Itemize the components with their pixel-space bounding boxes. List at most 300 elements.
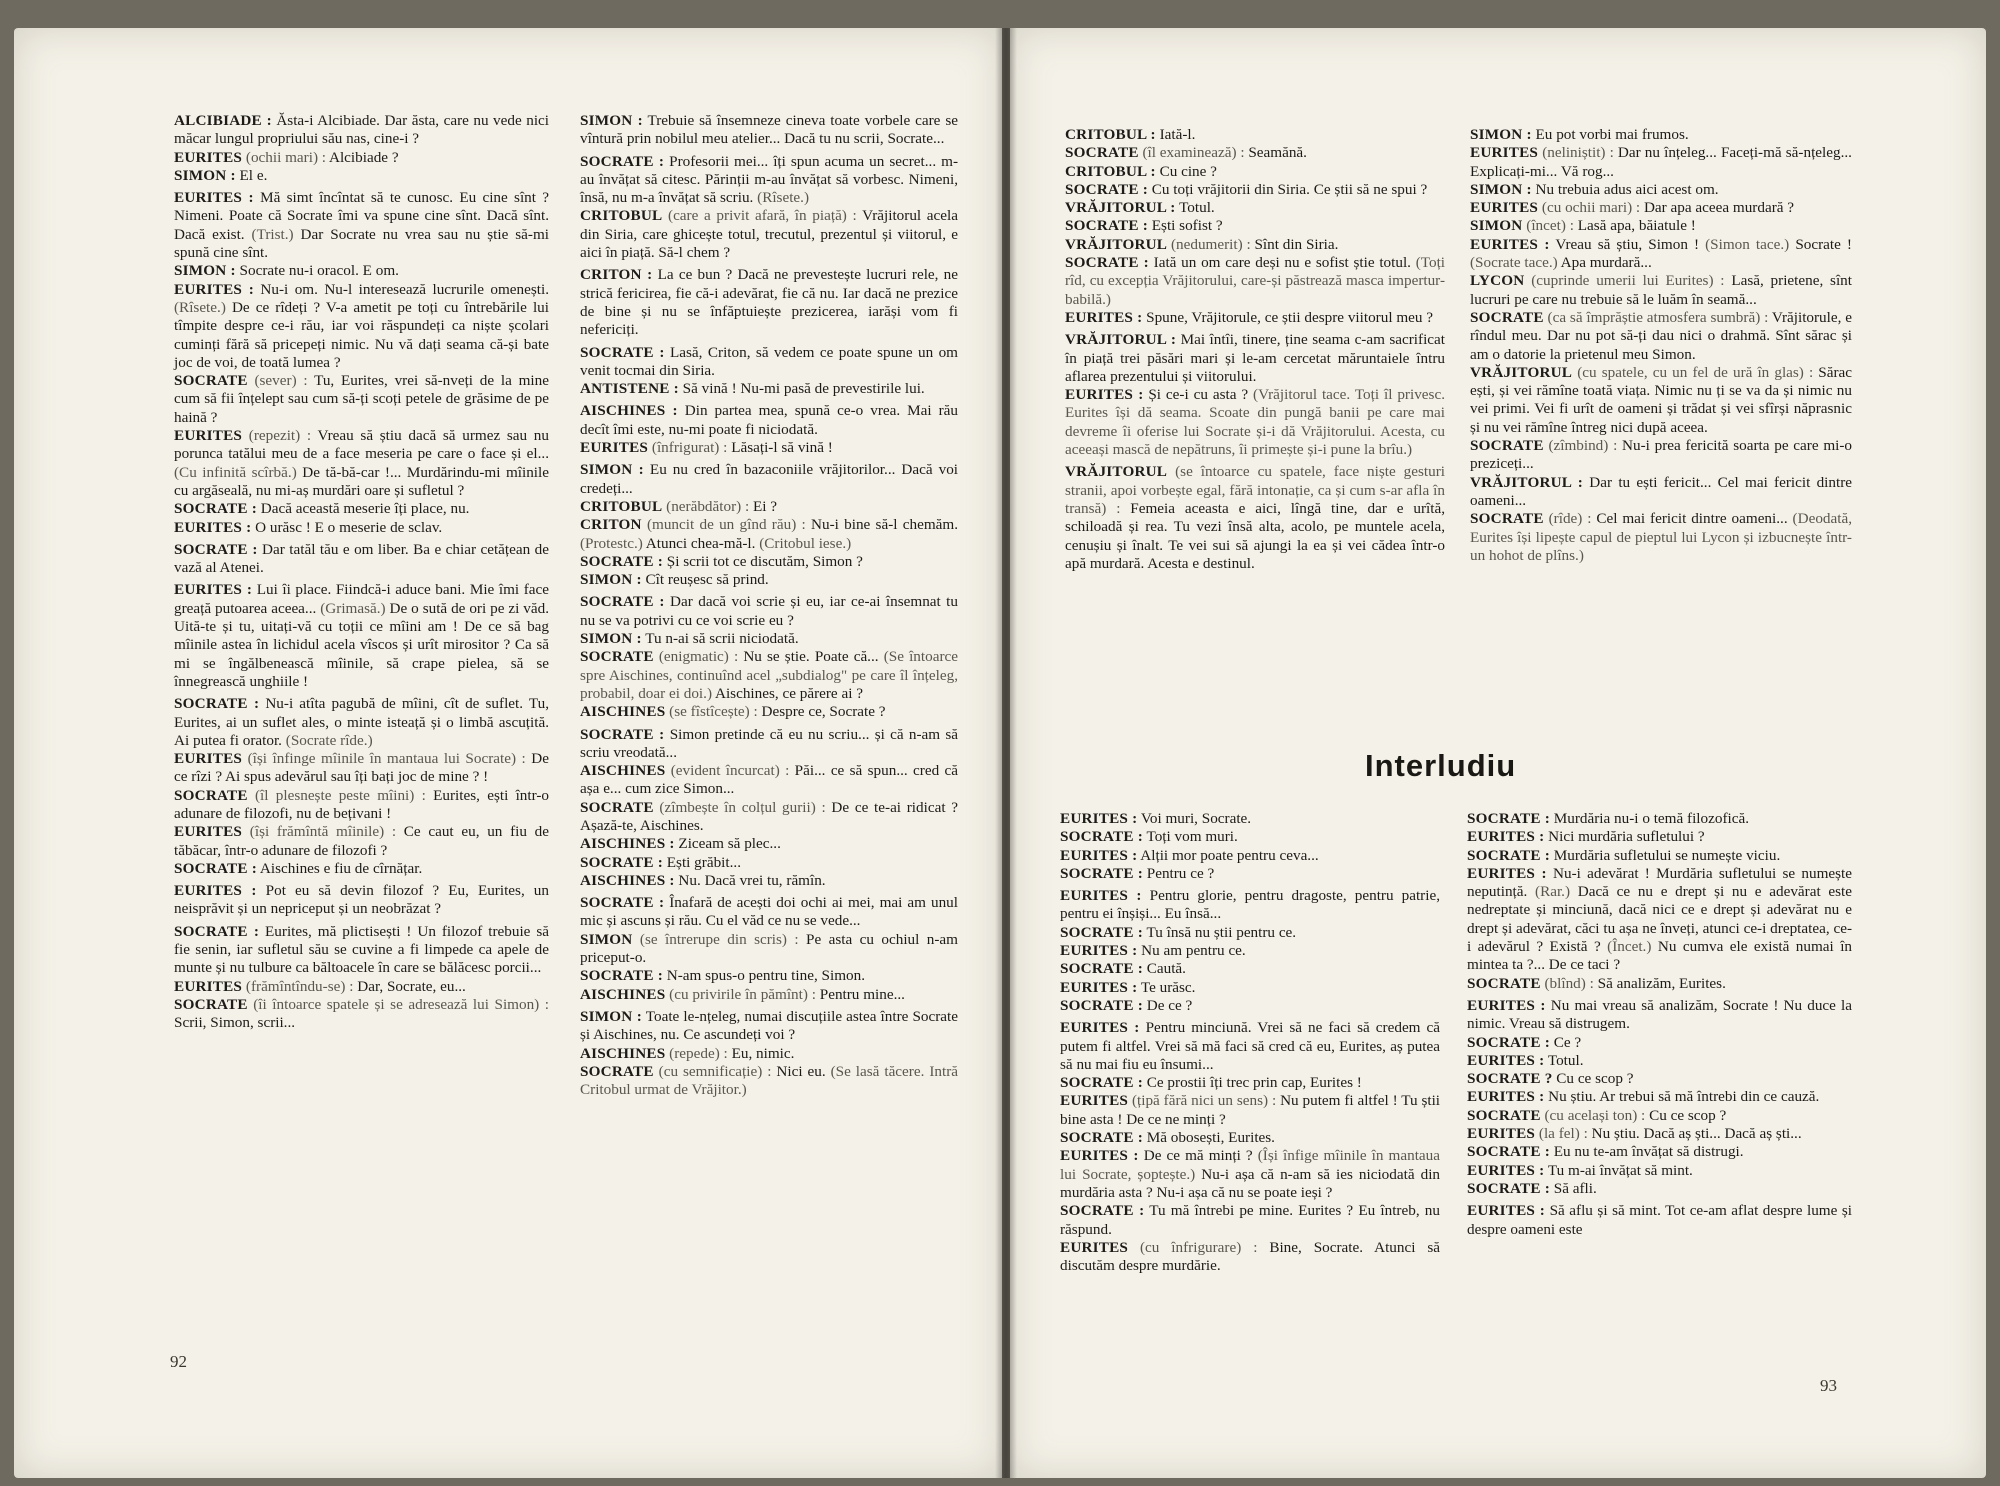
speaker-name: EURITES : — [1467, 996, 1546, 1014]
speaker-name: SOCRATE : — [580, 967, 663, 985]
stage-direction: (cu același ton) : — [1540, 1106, 1646, 1124]
speaker-name: SOCRATE : — [580, 552, 663, 570]
speech-text: Ei ? — [749, 497, 778, 515]
speaker-name: CRITOBUL : — [1065, 162, 1156, 180]
speech-text: Vrăjitorule, e rîndul meu. Dar nu pot să-ți dau nici o drahmă. Sînt sărac și am o datorie la prietenul meu Simon. — [1470, 308, 1852, 363]
speaker-name: EURITES : — [1467, 1202, 1546, 1220]
stage-direction: (muncit de un gînd rău) : — [641, 516, 806, 534]
speaker-name: AISCHINES : — [580, 835, 675, 853]
dialogue-line — [1065, 331, 1445, 386]
speech-text: Alții mor poate pentru ceva... — [1137, 846, 1319, 864]
speech-text: Apa murdară... — [1557, 254, 1652, 272]
speech-text: Despre ce, Socrate ? — [757, 703, 886, 721]
stage-direction: (Toți rîd, cu excepția Vrăjitorului, care-și păstrează masca impertur-babilă.) — [1065, 254, 1446, 308]
dialogue-line — [1065, 236, 1445, 254]
speech-text: La ce bun ? Dacă ne prevestește lucruri rele, ne strică fericirea, fie că-i adevărat, fie că nu. Iar dacă ne prezice de bine și nu se înfăptuiește prezicerea, iarăși vom fi nefericiți. — [580, 266, 959, 339]
dialogue-line — [1470, 510, 1852, 565]
speech-text: N-am spus-o pentru tine, Simon. — [662, 967, 866, 985]
dialogue-line — [1065, 386, 1445, 459]
speaker-name: SOCRATE : — [1060, 1202, 1145, 1220]
speaker-name: AISCHINES — [580, 762, 666, 780]
speech-text: Lasă apa, băiatule ! — [1573, 217, 1696, 235]
speech-text: Lăsați-l să vină ! — [727, 439, 833, 457]
dialogue-line — [1470, 474, 1852, 511]
dialogue-line — [1467, 1107, 1852, 1125]
dialogue-line — [580, 799, 958, 836]
speech-text: Dar nu înțeleg... Faceți-mă să-nțeleg... Explicați-mi... Vă rog... — [1470, 144, 1852, 180]
speech-text: De ce mă minți ? — [1138, 1147, 1253, 1165]
dialogue-line — [1065, 254, 1445, 309]
dialogue-line — [580, 894, 958, 931]
speaker-name: EURITES — [1470, 199, 1539, 217]
dialogue-line — [1467, 1143, 1852, 1161]
speaker-name: SOCRATE — [580, 798, 654, 816]
speaker-name: AISCHINES : — [580, 402, 678, 420]
book-gutter — [995, 28, 1017, 1478]
speech-text: Pentru glorie, pentru dragoste, pentru patrie, pentru ei înșiși... Eu însă... — [1060, 887, 1440, 923]
speech-text: Să aflu și să mint. Tot ce-am aflat despre lume și despre oameni este — [1467, 1202, 1852, 1238]
speaker-name: SOCRATE : — [580, 152, 665, 170]
interlude-column-1 — [1060, 810, 1440, 1275]
dialogue-line — [174, 695, 549, 750]
right-page-column-2 — [1470, 126, 1852, 565]
speech-text: El e. — [235, 166, 268, 184]
speech-text: Aischines e fiu de cîrnățar. — [256, 859, 423, 877]
speaker-name: SOCRATE — [174, 786, 248, 804]
dialogue-line — [1065, 163, 1445, 181]
stage-direction: (Rîsete.) — [174, 298, 226, 316]
dialogue-line — [1470, 364, 1852, 437]
speech-text: Cel mai fericit dintre oameni... — [1591, 510, 1788, 528]
speech-text: Nu-i prea fericită soarta pe care mi-o preziceți... — [1470, 437, 1853, 473]
dialogue-line — [1470, 272, 1852, 309]
stage-direction: (ochii mari) : — [242, 148, 327, 166]
speaker-name: VRĂJITORUL — [1065, 235, 1168, 253]
speech-text: Tu n-ai să scrii niciodată. — [641, 630, 799, 648]
dialogue-line — [1470, 236, 1852, 273]
speaker-name: EURITES — [1060, 1092, 1129, 1110]
stage-direction: (Se lasă tăcere. Intră Critobul urmat de Vrăjitor.) — [580, 1062, 959, 1099]
stage-direction: (Își înfige mîinile în mantaua lui Socrate, șoptește.) — [1060, 1147, 1441, 1183]
dialogue-line — [174, 427, 549, 500]
speech-text: Cu toți vrăjitorii din Siria. Ce știi să ne spui ? — [1147, 180, 1428, 198]
speech-text: Nu știu. Dacă aș ști... Dacă aș ști... — [1587, 1125, 1802, 1143]
speech-text: Nici murdăria sufletului ? — [1544, 828, 1705, 846]
speech-text: Bine, Socrate. Atunci să discutăm despre murdărie. — [1060, 1238, 1441, 1275]
dialogue-line — [580, 516, 958, 553]
speech-text: De tă-bă-car !... Murdărindu-mi mîinile cu argăseală, nu mi-aș murdări oare și sufletul ? — [174, 463, 549, 499]
speaker-name: SOCRATE : — [174, 500, 257, 518]
speech-text: Eu nu cred în bazaconiile vrăjitorilor... Dacă voi credeți... — [580, 461, 959, 497]
stage-direction: (se întrerupe din scris) : — [632, 930, 799, 948]
speech-text: Cît reușesc să prind. — [641, 571, 769, 589]
dialogue-line — [1060, 979, 1440, 997]
speaker-name: SIMON : — [1470, 180, 1532, 198]
speaker-name: SOCRATE : — [580, 343, 665, 361]
speaker-name: SOCRATE : — [1060, 960, 1143, 978]
speaker-name: SOCRATE — [1470, 437, 1544, 455]
speech-text: Nu. Dacă vrei tu, rămîn. — [674, 871, 826, 889]
dialogue-line — [1467, 1162, 1852, 1180]
right-page-column-1 — [1065, 126, 1445, 573]
speech-text: Dacă această meserie îți place, nu. — [256, 500, 470, 518]
speaker-name: SOCRATE : — [1467, 1033, 1550, 1051]
speech-text: Nu cumva ele există numai în mintea ta ?... De ce taci ? — [1467, 938, 1853, 974]
dialogue-line — [174, 787, 549, 824]
dialogue-line — [1060, 1019, 1440, 1074]
stage-direction: (sever) : — [247, 372, 308, 390]
speaker-name: VRĂJITORUL : — [1065, 331, 1177, 349]
speaker-name: SOCRATE : — [1060, 996, 1143, 1014]
speech-text: Aischines, ce părere ai ? — [712, 684, 863, 702]
dialogue-line — [580, 854, 958, 872]
dialogue-line — [174, 262, 549, 280]
speech-text: Pot eu să devin filozof ? Eu, Eurites, un neisprăvit și un nepriceput și un neobrăzat ? — [174, 882, 549, 918]
speech-text: Din partea mea, spună ce-o vrea. Mai rău decît îmi este, nu-mi poate fi niciodată. — [580, 402, 958, 438]
dialogue-line — [580, 461, 958, 498]
dialogue-line — [174, 978, 549, 996]
speaker-name: CRITOBUL — [580, 207, 663, 225]
speaker-name: SOCRATE : — [1065, 180, 1148, 198]
dialogue-line — [174, 823, 549, 860]
speaker-name: SIMON : — [1470, 126, 1532, 143]
speaker-name: EURITES — [1470, 144, 1539, 162]
speech-text: Dar Socrate nu vrea sau nu știe să-mi spună cine sînt. — [174, 225, 549, 262]
speech-text: Te urăsc. — [1137, 978, 1196, 996]
speaker-name: VRĂJITORUL : — [1065, 199, 1176, 217]
speech-text: Totul. — [1175, 199, 1215, 217]
speaker-name: SOCRATE ? — [1467, 1070, 1553, 1088]
speaker-name: EURITES : — [1060, 1019, 1140, 1037]
speaker-name: SOCRATE — [174, 995, 248, 1013]
stage-direction: (neliniștit) : — [1538, 144, 1614, 162]
interlude-title: Interludiu — [1365, 748, 1517, 783]
stage-direction: (frămîntîndu-se) : — [242, 977, 354, 995]
speech-text: Vrăjitorul acela din Siria, care ghicește totul, trecutul, prezentul și viitorul, e aici în piață. Să-l chem ? — [580, 207, 958, 262]
speech-text: Caută. — [1142, 960, 1186, 978]
speaker-name: EURITES : — [174, 882, 257, 900]
speaker-name: SIMON : — [174, 166, 236, 184]
dialogue-line — [1065, 181, 1445, 199]
stage-direction: (cu spatele, cu un fel de ură în glas) : — [1572, 363, 1814, 381]
speech-text: Nu se știe. Poate că... — [738, 648, 879, 666]
dialogue-line — [580, 703, 958, 721]
dialogue-line — [580, 1008, 958, 1045]
speech-text: Nu putem fi altfel ! Tu știi bine asta ! De ce ne minți ? — [1060, 1092, 1441, 1128]
dialogue-line — [174, 750, 549, 787]
dialogue-line — [174, 860, 549, 878]
speaker-name: EURITES : — [174, 581, 253, 599]
dialogue-line — [1060, 1074, 1440, 1092]
speech-text: Mai întîi, tinere, ține seama c-am sacrificat în piață trei păsări mari și le-am cercetat măruntaiele întru aflarea prezentului și viitorului. — [1065, 331, 1445, 385]
dialogue-line — [1060, 887, 1440, 924]
speaker-name: EURITES — [174, 427, 243, 445]
speaker-name: SOCRATE — [1467, 1106, 1541, 1124]
speech-text: Totul. — [1544, 1051, 1584, 1069]
speech-text: Eurites, ești într-o adunare de filozofi, nu de bețivani ! — [174, 786, 550, 822]
speaker-name: VRĂJITORUL : — [1470, 473, 1584, 491]
speech-text: Cu cine ? — [1155, 162, 1217, 180]
speech-text: Dacă ce nu e drept și nu e adevărat este nedreptate și minciună, dacă nici ce e drept și adevărat nu e drept și adevărat, căci tu așa ne înveți, atunci ce-i dreptatea, ce-i adevărul ? Există ? — [1467, 883, 1852, 956]
speech-text: Sînt din Siria. — [1250, 235, 1339, 253]
speaker-name: EURITES : — [1065, 386, 1144, 404]
stage-direction: (îl examinează) : — [1138, 144, 1245, 162]
stage-direction: (cu înfrigurare) : — [1128, 1238, 1258, 1256]
speech-text: Lasă, prietene, sînt lucruri pe care nu trebuie să le luăm în seamă... — [1470, 272, 1852, 308]
dialogue-line — [1470, 126, 1852, 144]
dialogue-line — [1060, 1202, 1440, 1239]
speaker-name: EURITES : — [1467, 828, 1545, 846]
speaker-name: CRITON — [580, 516, 642, 534]
stage-direction: (evident încurcat) : — [665, 762, 790, 780]
dialogue-line — [1470, 437, 1852, 474]
dialogue-line — [580, 967, 958, 985]
right-page-number: 93 — [1820, 1376, 1837, 1395]
speech-text: Nu mai vreau să analizăm, Socrate ! Nu duce la nimic. Vreau să distrugem. — [1467, 996, 1852, 1033]
speech-text: Tu însă nu știi pentru ce. — [1142, 923, 1297, 941]
stage-direction: (repede) : — [665, 1044, 728, 1062]
speaker-name: SOCRATE : — [1467, 846, 1550, 864]
speaker-name: SIMON — [1470, 217, 1523, 235]
dialogue-line — [1060, 1092, 1440, 1129]
dialogue-line — [580, 872, 958, 890]
speaker-name: SOCRATE : — [1060, 1129, 1143, 1147]
speech-text: Profesorii mei... îți spun acuma un secret... m-au învățat să citesc. Părinții m-au învățat să vorbesc. Nimeni, însă, nu m-a învățat să scriu. — [580, 152, 959, 207]
speaker-name: SOCRATE — [1470, 308, 1544, 326]
dialogue-line — [580, 344, 958, 381]
speech-text: Ești sofist ? — [1147, 217, 1223, 235]
stage-direction: (se întoarce cu spatele, face niște gesturi stranii, apoi vorbește egal, fără intonație, ca și cum s-ar afla în transă) : — [1065, 463, 1445, 517]
speech-text: Nu-i adevărat ! Murdăria sufletului se numește neputință. — [1467, 864, 1852, 901]
dialogue-line — [1467, 975, 1852, 993]
speaker-name: SOCRATE : — [1060, 828, 1143, 846]
speech-text: Și ce-i cu asta ? — [1143, 386, 1249, 404]
dialogue-line — [580, 380, 958, 398]
speaker-name: VRĂJITORUL — [1065, 463, 1168, 481]
dialogue-line — [1060, 997, 1440, 1015]
dialogue-line — [1060, 1239, 1440, 1276]
dialogue-line — [174, 996, 549, 1033]
stage-direction: (nerăbdător) : — [662, 497, 750, 515]
dialogue-line — [1060, 960, 1440, 978]
speaker-name: EURITES : — [174, 189, 254, 207]
dialogue-line — [1467, 1070, 1852, 1088]
dialogue-line — [1060, 1129, 1440, 1147]
speech-text: De o sută de ori pe zi văd. Uită-te și tu, uitați-vă cu toții ce mîini am ! De ce să bag mîinile astea în lichidul acela vîscos și urît mirositor ? Ca să mi se îngălbenească mîinile, să crape pielea, să se înnegrească unghiile ! — [174, 599, 549, 690]
dialogue-line — [174, 281, 549, 372]
speech-text: Eu, nimic. — [727, 1044, 795, 1062]
speech-text: Ești grăbit... — [662, 853, 741, 871]
dialogue-line — [580, 593, 958, 630]
speech-text: Tu m-ai învățat să mint. — [1544, 1161, 1693, 1179]
speaker-name: SOCRATE : — [1065, 254, 1149, 272]
stage-direction: (ca să împrăștie atmosfera sumbră) : — [1543, 308, 1769, 326]
stage-direction: (cu ochii mari) : — [1538, 199, 1641, 217]
speech-text: Sărac ești, și vei rămîne toată viața. Nimic nu ți se va da și nimic nu vei primi. Vei fi urît de oameni și trădat și vei sfîrși năprasnic și nu vei rămîne întreg nici după aceea. — [1470, 363, 1852, 436]
speaker-name: VRĂJITORUL — [1470, 363, 1573, 381]
speech-text: Socrate nu-i oracol. E om. — [235, 262, 399, 280]
stage-direction: (Simon tace.) — [1699, 235, 1790, 253]
dialogue-line — [1060, 847, 1440, 865]
speaker-name: AISCHINES — [580, 703, 666, 721]
speaker-name: EURITES : — [1060, 810, 1138, 827]
dialogue-line — [174, 541, 549, 578]
stage-direction: (își frămîntă mîinile) : — [242, 823, 397, 841]
speech-text: Pentru ce ? — [1142, 864, 1215, 882]
speaker-name: EURITES — [174, 750, 243, 768]
speaker-name: SOCRATE : — [1060, 864, 1143, 882]
speaker-name: SOCRATE — [1065, 144, 1139, 162]
speech-text: Lasă, Criton, să vedem ce poate spune un om venit tocmai din Siria. — [580, 343, 958, 379]
speaker-name: SOCRATE : — [1060, 1074, 1143, 1092]
speaker-name: SOCRATE : — [1060, 923, 1143, 941]
speech-text: Cu ce scop ? — [1552, 1070, 1634, 1088]
stage-direction: (încet) : — [1522, 217, 1574, 235]
stage-direction: (rîde) : — [1543, 510, 1592, 528]
dialogue-line — [1467, 1125, 1852, 1143]
dialogue-line — [580, 648, 958, 703]
speech-text: Nu-i atîta pagubă de mîini, cît de suflet. Tu, Eurites, ai un suflet ales, o minte isteață și o limbă ascuțită. Ai putea fi orator. — [174, 695, 549, 749]
speaker-name: SOCRATE : — [580, 894, 665, 912]
dialogue-line — [1470, 309, 1852, 364]
speech-text: Dar, Socrate, eu... — [353, 977, 466, 995]
stage-direction: (Socrate rîde.) — [281, 731, 373, 749]
stage-direction: (cu semnificație) : — [653, 1062, 772, 1080]
stage-direction: (zîmbește în colțul gurii) : — [653, 798, 826, 816]
speaker-name: EURITES : — [1467, 1088, 1545, 1106]
speech-text: Femeia aceasta e aici, lîngă tine, dar e urîtă, schiloadă și rea. Tu vezi însă alta, acolo, pe muntele acela, cenușiu și înalt. Te vei sui să ajungi la ea și vei cădea într-o apă murdară. Acesta e destinul. — [1065, 499, 1445, 572]
speaker-name: ALCIBIADE : — [174, 112, 272, 129]
speech-text: Iată-l. — [1155, 126, 1196, 143]
dialogue-line — [1467, 865, 1852, 975]
speech-text: De ce rîzi ? Ai spus adevărul sau îți bați joc de mine ? ! — [174, 750, 549, 786]
speaker-name: SOCRATE : — [1467, 810, 1550, 827]
dialogue-line — [580, 553, 958, 571]
speech-text: Nu-i om. Nu-l interesează lucrurile omenești. — [253, 280, 549, 298]
speech-text: Dar dacă voi scrie și eu, iar ce-ai însemnat tu nu se va potrivi cu ce voi scrie eu ? — [580, 593, 958, 629]
stage-direction: (Vrăjitorul tace. Toți îl privesc. Eurites își dă seama. Scoate din pungă banii pe care mai devreme îi oferise lui Socrate și-i dă Vrăjitorului. Acesta, cu aceeași mască de nepătruns, îi primește și-i pune la brîu.) — [1065, 386, 1445, 459]
speech-text: Spune, Vrăjitorule, ce știi despre viitorul meu ? — [1142, 308, 1434, 326]
speaker-name: SOCRATE : — [174, 859, 257, 877]
dialogue-line — [174, 923, 549, 978]
dialogue-line — [1470, 217, 1852, 235]
dialogue-line — [174, 189, 549, 262]
dialogue-line — [580, 1063, 958, 1100]
dialogue-line — [174, 882, 549, 919]
dialogue-line — [174, 519, 549, 537]
speaker-name: SOCRATE — [1467, 974, 1541, 992]
speaker-name: EURITES — [1467, 1125, 1536, 1143]
left-page-column-2 — [580, 112, 958, 1099]
speech-text: Nu știu. Ar trebui să mă întrebi din ce cauză. — [1544, 1088, 1820, 1106]
dialogue-line — [174, 112, 549, 149]
stage-direction: (Socrate tace.) — [1470, 254, 1558, 272]
stage-direction: (Critobul iese.) — [755, 534, 852, 552]
speaker-name: SOCRATE — [580, 1062, 654, 1080]
speech-text: Alcibiade ? — [326, 148, 399, 166]
speaker-name: SOCRATE : — [1467, 1143, 1550, 1161]
stage-direction: (Grimasă.) — [316, 599, 386, 617]
dialogue-line — [174, 581, 549, 691]
dialogue-line — [174, 167, 549, 185]
dialogue-line — [1467, 828, 1852, 846]
stage-direction: (Deodată, Eurites își lipește capul de pieptul lui Lycon și izbucnește într-un hohot de plîns.) — [1470, 510, 1852, 564]
speech-text: Seamănă. — [1244, 144, 1307, 162]
stage-direction: (îl plesnește peste mîini) : — [247, 786, 426, 804]
speech-text: Murdăria sufletului se numește viciu. — [1549, 846, 1781, 864]
speech-text: Cu ce scop ? — [1645, 1106, 1727, 1124]
dialogue-line — [1060, 865, 1440, 883]
stage-direction: (zîmbind) : — [1543, 437, 1618, 455]
dialogue-line — [580, 630, 958, 648]
dialogue-line — [174, 372, 549, 427]
speech-text: Socrate ! — [1789, 235, 1852, 253]
dialogue-line — [1065, 199, 1445, 217]
speech-text: Ce caut eu, un fiu de tăbăcar, într-o adunare de filozofi ? — [174, 823, 549, 859]
stage-direction: (Rar.) — [1527, 883, 1571, 901]
speaker-name: EURITES — [174, 977, 243, 995]
speech-text: Murdăria nu-i o temă filozofică. — [1549, 810, 1749, 827]
dialogue-line — [580, 439, 958, 457]
stage-direction: (Se întoarce spre Aischines, continuînd acel „subdialog" pe care îl înțeleg, probabil, doar ei doi.) — [580, 648, 958, 702]
speaker-name: EURITES : — [174, 518, 252, 536]
speaker-name: LYCON — [1470, 272, 1525, 290]
dialogue-line — [1060, 924, 1440, 942]
speech-text: Pe asta cu ochiul n-am priceput-o. — [580, 930, 958, 967]
stage-direction: (cuprinde umerii lui Eurites) : — [1524, 272, 1725, 290]
speaker-name: SOCRATE : — [174, 922, 260, 940]
speaker-name: SOCRATE : — [174, 695, 260, 713]
dialogue-line — [580, 986, 958, 1004]
dialogue-line — [1470, 199, 1852, 217]
dialogue-line — [1467, 1052, 1852, 1070]
stage-direction: (la fel) : — [1535, 1125, 1588, 1143]
dialogue-line — [580, 571, 958, 589]
stage-direction: (enigmatic) : — [653, 648, 739, 666]
dialogue-line — [1470, 181, 1852, 199]
speaker-name: SOCRATE : — [174, 540, 258, 558]
speech-text: Mă simt încîntat să te cunosc. Eu cine sînt ? Nimeni. Poate că Socrate îmi va spune cine sînt. Dacă sînt. Dacă exist. — [174, 189, 550, 243]
dialogue-line — [1065, 309, 1445, 327]
speech-text: Ce ? — [1549, 1033, 1582, 1051]
speaker-name: CRITOBUL : — [1065, 126, 1156, 143]
speech-text: Lui îi place. Fiindcă-i aduce bani. Mie îmi face greață putoarea aceea... — [174, 581, 549, 617]
speaker-name: EURITES — [174, 148, 243, 166]
dialogue-line — [580, 835, 958, 853]
dialogue-line — [1065, 144, 1445, 162]
speech-text: Dar tu ești fericit... Cel mai fericit dintre oameni... — [1470, 473, 1852, 509]
speaker-name: SOCRATE : — [1467, 1179, 1550, 1197]
speaker-name: EURITES — [174, 823, 243, 841]
speech-text: O urăsc ! E o meserie de sclav. — [251, 518, 443, 536]
speaker-name: SOCRATE : — [1065, 217, 1148, 235]
speaker-name: EURITES — [1060, 1238, 1129, 1256]
speaker-name: CRITOBUL — [580, 497, 663, 515]
speech-text: Înafară de acești doi ochi ai mei, mai am unul mic și ascuns și rău. Cu el văd ce nu se vede... — [580, 894, 958, 930]
speech-text: Vreau să știu dacă să urmez sau nu porunca tatălui meu de a face meseria pe care o face și el... — [174, 427, 549, 463]
speech-text: Scrii, Simon, scrii... — [174, 1014, 296, 1032]
dialogue-line — [580, 726, 958, 763]
speaker-name: SIMON : — [580, 630, 642, 648]
speech-text: Să vină ! Nu-mi pasă de prevestirile lui. — [678, 380, 925, 398]
dialogue-line — [580, 762, 958, 799]
dialogue-line — [1060, 1147, 1440, 1202]
speaker-name: SOCRATE — [174, 372, 248, 390]
dialogue-line — [580, 266, 958, 339]
speaker-name: ANTISTENE : — [580, 380, 679, 398]
stage-direction: (Cu infinită scîrbă.) — [174, 463, 297, 481]
speaker-name: SIMON — [580, 930, 633, 948]
